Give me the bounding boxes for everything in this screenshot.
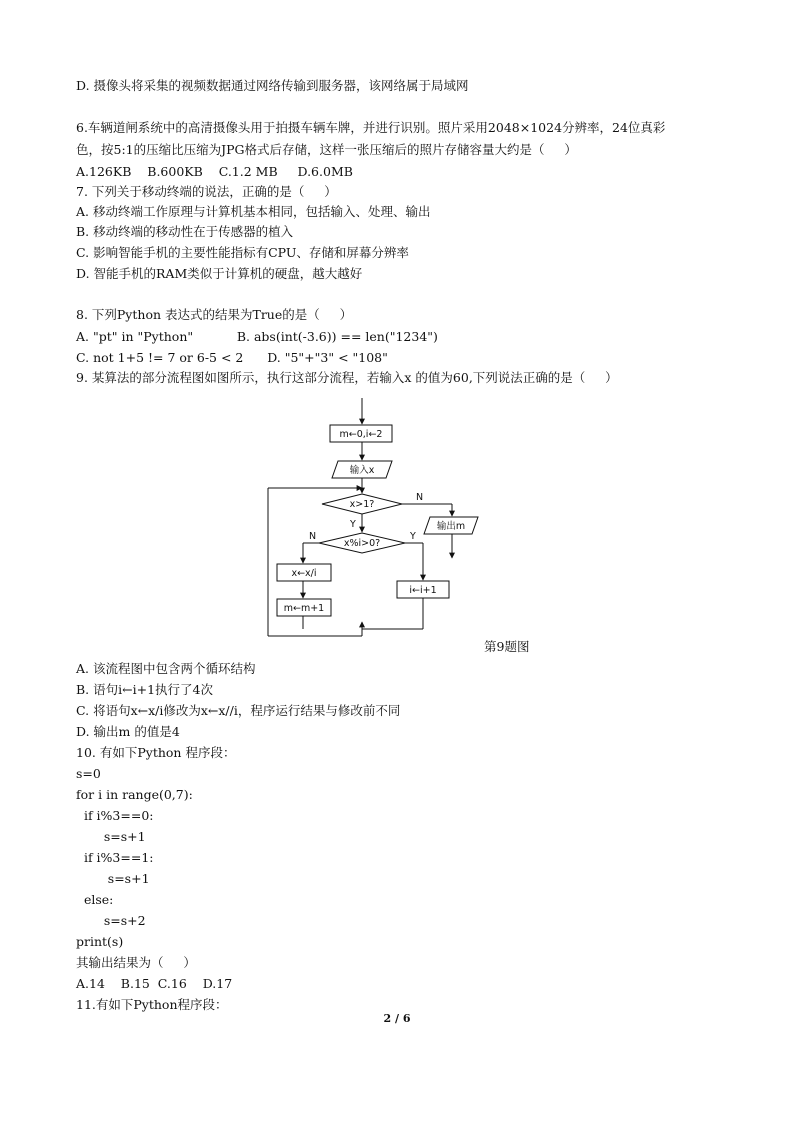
line-q8-stem: 8. 下列Python 表达式的结果为True的是（ ） bbox=[76, 307, 353, 322]
code-line-8: s=s+2 bbox=[76, 913, 146, 928]
line-q7-option-c: C. 影响智能手机的主要性能指标有CPU、存储和屏幕分辨率 bbox=[76, 245, 409, 260]
line-q9-option-a: A. 该流程图中包含两个循环结构 bbox=[76, 661, 256, 676]
code-line-4: s=s+1 bbox=[76, 829, 146, 844]
line-q9-option-c: C. 将语句x←x/i修改为x←x//i，程序运行结果与修改前不同 bbox=[76, 703, 401, 718]
code-line-5: if i%3==1: bbox=[76, 850, 154, 865]
line-q9-option-b: B. 语句i←i+1执行了4次 bbox=[76, 682, 213, 697]
line-q6-stem-2: 色，按5:1的压缩比压缩为JPG格式后存储，这样一张压缩后的照片存储容量大约是（ ） bbox=[76, 142, 577, 157]
line-q9-option-d: D. 输出m 的值是4 bbox=[76, 724, 180, 739]
flowchart-q9 bbox=[262, 396, 552, 656]
line-q10-options: A.14 B.15 C.16 D.17 bbox=[76, 976, 233, 991]
step-m-label: m←m+1 bbox=[283, 603, 325, 614]
line-q7-option-b: B. 移动终端的移动性在于传感器的植入 bbox=[76, 224, 294, 239]
cond2-label: x%i>0? bbox=[343, 538, 381, 549]
cond2-yes-label: Y bbox=[410, 531, 416, 542]
code-line-6: s=s+1 bbox=[76, 871, 150, 886]
line-q6-stem-1: 6.车辆道闸系统中的高清摄像头用于拍摄车辆车牌，并进行识别。照片采用2048×1024分辨率，24位真彩 bbox=[76, 120, 666, 135]
cond2-no-label: N bbox=[309, 531, 317, 542]
line-q7-option-a: A. 移动终端工作原理与计算机基本相同，包括输入、处理、输出 bbox=[76, 204, 431, 219]
code-line-1: s=0 bbox=[76, 766, 101, 781]
init-label: m←0,i←2 bbox=[339, 429, 383, 440]
code-line-3: if i%3==0: bbox=[76, 808, 154, 823]
output-label: 输出m bbox=[436, 521, 466, 532]
page-number: 2 / 6 bbox=[383, 1012, 411, 1025]
cond1-label: x>1? bbox=[349, 499, 375, 510]
line-q8-options-ab: A. "pt" in "Python" B. abs(int(-3.6)) == len("1234") bbox=[76, 329, 438, 344]
line-q10-stem: 10. 有如下Python 程序段： bbox=[76, 745, 236, 760]
line-q7-stem: 7. 下列关于移动终端的说法，正确的是（ ） bbox=[76, 184, 337, 199]
step-i-label: i←i+1 bbox=[409, 585, 437, 596]
line-q5-option-d: D. 摄像头将采集的视频数据通过网络传输到服务器，该网络属于局域网 bbox=[76, 78, 469, 93]
code-line-9: print(s) bbox=[76, 934, 124, 949]
cond1-no-label: N bbox=[416, 492, 424, 503]
step-div-label: x←x/i bbox=[291, 568, 317, 579]
line-q6-options: A.126KB B.600KB C.1.2 MB D.6.0MB bbox=[76, 164, 353, 179]
line-q7-option-d: D. 智能手机的RAM类似于计算机的硬盘，越大越好 bbox=[76, 266, 363, 281]
line-q11-stem: 11.有如下Python程序段： bbox=[76, 997, 228, 1012]
line-q9-stem: 9. 某算法的部分流程图如图所示，执行这部分流程，若输入x 的值为60,下列说法正确的是（ ） bbox=[76, 370, 618, 385]
code-line-7: else: bbox=[76, 892, 114, 907]
input-label: 输入x bbox=[349, 465, 375, 476]
code-line-2: for i in range(0,7): bbox=[76, 787, 193, 802]
cond1-yes-label: Y bbox=[350, 519, 356, 530]
line-q8-options-cd: C. not 1+5 != 7 or 6-5 < 2 D. "5"+"3" < "108" bbox=[76, 350, 388, 365]
line-q10-prompt: 其输出结果为（ ） bbox=[76, 955, 196, 970]
figure-caption: 第9题图 bbox=[484, 639, 530, 654]
